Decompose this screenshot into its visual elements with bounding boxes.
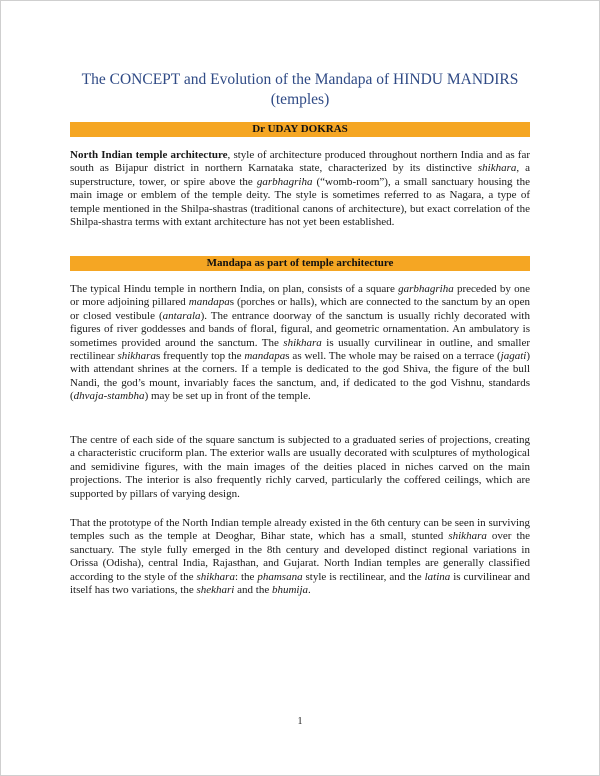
term: latina	[424, 570, 451, 583]
text-run: is usually curvilinear in outline, and smaller rectilinear	[70, 336, 530, 363]
text-run: over the sanctuary. The style fully emerged in the 8th century and developed distinct regional variations in Orissa (Odisha), central India, Rajasthan, and Gujarat. North Indian temples are generally classified according to the style of the	[70, 530, 530, 583]
term: shikhara	[477, 162, 517, 175]
term: garbhagriha	[398, 283, 454, 295]
intro-paragraph	[70, 149, 530, 229]
text-run: s frequently top the	[155, 350, 245, 363]
term: dhvaja-stambha	[73, 390, 145, 403]
document-title	[60, 70, 540, 110]
term: shikhara	[448, 530, 487, 543]
text-run: is curvilinear and itself has two variations, the	[70, 570, 530, 597]
title-line-1: The CONCEPT and Evolution of the Mandapa of HINDU MANDIRS	[81, 71, 519, 88]
term: shekhari	[196, 584, 235, 597]
term: shikhara	[117, 350, 156, 363]
text-run: .	[308, 584, 311, 597]
text-run: s as well. The whole may be raised on a terrace (	[285, 350, 501, 363]
text-run: (“womb-room”), a small sanctuary housing the main image or emblem of the temple deity. The style is sometimes referred to as Nagara, a type of temple mentioned in the Shilpa-shastras (traditional canons of architecture), but exact correlation of the Shilpa-shastra terms with extant architecture has not yet been established.	[70, 175, 531, 229]
term: antarala	[162, 309, 201, 322]
term: mandapa	[188, 296, 230, 309]
text-run: ) may be set up in front of the temple.	[144, 390, 311, 403]
term: shikhara	[196, 570, 235, 583]
term: garbhagriha	[256, 175, 313, 188]
text-run: The typical Hindu temple in northern India, on plan, consists of a square	[70, 283, 399, 295]
text-run: preceded by one or more adjoining pillared	[70, 283, 531, 309]
text-run: style is rectilinear, and the	[302, 570, 425, 583]
text-run: ). The entrance doorway of the sanctum is usually richly decorated with figures of river goddesses and bands of floral, figural, and geometric ornamentation. An ambulatory is sometimes provided around the sanctum. The	[70, 309, 530, 349]
intro-lead: North Indian temple architecture	[70, 149, 228, 161]
plan-paragraph	[70, 283, 530, 404]
term: jagati	[500, 350, 527, 363]
term: shikhara	[283, 336, 322, 349]
author-bar: Dr UDAY DOKRAS	[70, 122, 530, 137]
term: mandapa	[244, 350, 286, 363]
cruciform-paragraph: The centre of each side of the square sanctum is subjected to a graduated series of projections, creating a characteristic cruciform plan. The exterior walls are usually decorated with sculptures of mythological and semidivine figures, with the main images of the deities placed in niches carved on the main projections. The interior is also frequently richly carved, particularly the coffered ceilings, which are supported by pillars of varying design.	[70, 434, 530, 500]
title-line-2: (temples)	[270, 91, 330, 108]
text-run: : the	[234, 570, 258, 583]
term: phamsana	[257, 570, 303, 583]
text-run: , style of architecture produced throughout northern India and as far south as Bijapur district in northern Karnataka state, characterized by its distinctive	[70, 149, 531, 175]
text-run: and the	[234, 584, 272, 597]
page-number: 1	[297, 716, 303, 727]
text-run: That the prototype of the North Indian temple already existed in the 6th century can be seen in surviving temples such as the temple at Deoghar, Bihar state, which has a small, stunted	[70, 517, 530, 543]
text-run: s (porches or halls), which are connected to the sanctum by an open or closed vestibule (	[70, 296, 530, 322]
text-run: , a superstructure, tower, or spire above the	[70, 162, 530, 188]
text-run: ) with attendant shrines at the corners. If a temple is dedicated to the god Shiva, the figure of the bull Nandi, the god’s mount, invariably faces the sanctum, and, if dedicated to the god Vishnu, standards (	[70, 350, 530, 403]
prototype-paragraph	[70, 517, 530, 597]
term: bhumija	[271, 584, 309, 597]
section-heading-bar: Mandapa as part of temple architecture	[70, 256, 530, 271]
